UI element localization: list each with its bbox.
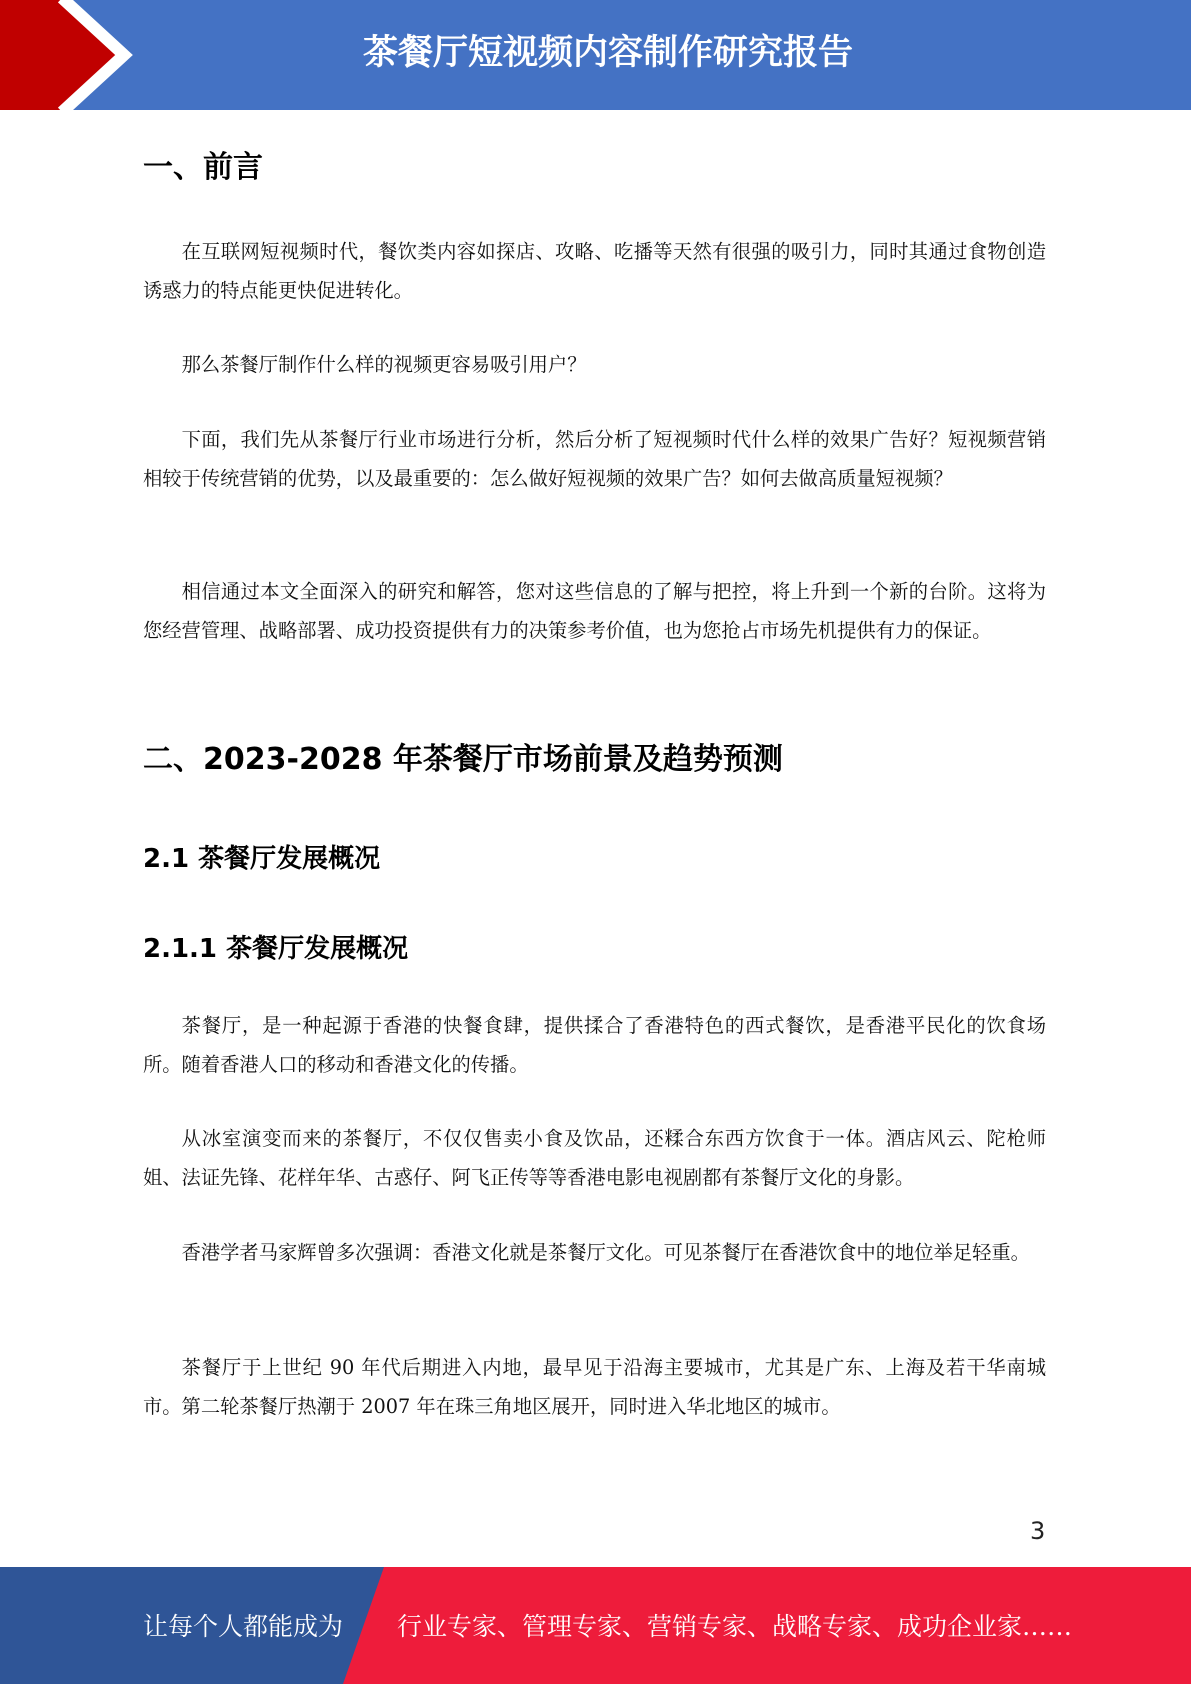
paragraph: 那么茶餐厅制作什么样的视频更容易吸引用户？ bbox=[181, 353, 587, 376]
page-number: 3 bbox=[1030, 1517, 1046, 1545]
paragraph: 茶餐厅于上世纪 90 年代后期进入内地，最早见于沿海主要城市，尤其是广东、上海及若干华南城市。第二轮茶餐厅热潮于 2007 年在珠三角地区展开，同时进入华北地区的城市。 bbox=[143, 1356, 1046, 1418]
paragraph: 从冰室演变而来的茶餐厅，不仅仅售卖小食及饮品，还糅合东西方饮食于一体。酒店风云、陀枪师姐、法证先锋、花样年华、古惑仔、阿飞正传等等香港电影电视剧都有茶餐厅文化的身影。 bbox=[143, 1127, 1046, 1189]
page-header bbox=[0, 0, 1191, 110]
section-heading-market-outlook: 二、2023-2028 年茶餐厅市场前景及趋势预测 bbox=[143, 742, 783, 777]
report-title: 茶餐厅短视频内容制作研究报告 bbox=[362, 33, 853, 73]
paragraph: 在互联网短视频时代，餐饮类内容如探店、攻略、吃播等天然有很强的吸引力，同时其通过食物创造诱惑力的特点能更快促进转化。 bbox=[143, 240, 1046, 302]
paragraph: 茶餐厅，是一种起源于香港的快餐食肆，提供揉合了香港特色的西式餐饮，是香港平民化的饮食场所。随着香港人口的移动和香港文化的传播。 bbox=[143, 1014, 1046, 1076]
paragraph: 香港学者马家辉曾多次强调：香港文化就是茶餐厅文化。可见茶餐厅在香港饮食中的地位举足轻重。 bbox=[181, 1241, 1030, 1264]
footer-slogan-right: 行业专家、管理专家、营销专家、战略专家、成功企业家…… bbox=[397, 1612, 1073, 1641]
subsection-heading: 2.1 茶餐厅发展概况 bbox=[143, 844, 381, 874]
paragraph: 相信通过本文全面深入的研究和解答，您对这些信息的了解与把控，将上升到一个新的台阶。这将为您经营管理、战略部署、成功投资提供有力的决策参考价值，也为您抢占市场先机提供有力的保证。 bbox=[143, 580, 1046, 642]
section-heading-preface: 一、前言 bbox=[143, 150, 263, 185]
page-footer bbox=[0, 1567, 1191, 1684]
paragraph: 下面，我们先从茶餐厅行业市场进行分析，然后分析了短视频时代什么样的效果广告好？短视频营销相较于传统营销的优势，以及最重要的：怎么做好短视频的效果广告？如何去做高质量短视频？ bbox=[143, 428, 1046, 490]
footer-slogan-left: 让每个人都能成为 bbox=[143, 1612, 344, 1641]
subsubsection-heading: 2.1.1 茶餐厅发展概况 bbox=[143, 934, 409, 964]
